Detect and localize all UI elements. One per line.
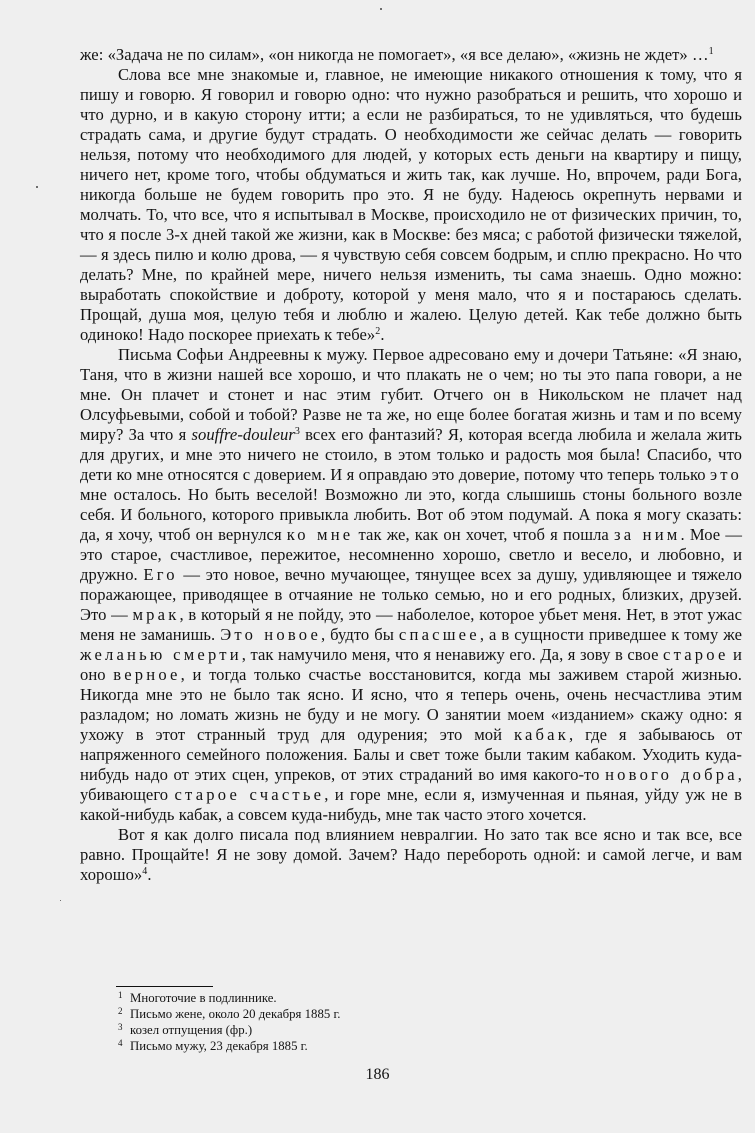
- page-number: 186: [365, 1066, 390, 1083]
- footnote-4: 4 Письмо мужу, 23 декабря 1885 г.: [118, 1038, 308, 1053]
- spaced-word: ко мне: [286, 525, 354, 544]
- spaced-word: мрак: [132, 605, 180, 624]
- footnote-ref-1: 1: [708, 46, 714, 57]
- paragraph-3-text-1: Письма Софьи Андреевны к мужу. Первое адресовано ему и дочери Татьяне: «Я знаю, Таня, что в жизни нашей все хорошо, и что плакать не о чем; но ты это папа говори, а не мне. Он плачет и стонет и нас этим губит. Отчего он в Никольском не плачет над Олсуфьевыми, собой и тобой? Разве не та же, но еще более богатая жизнь и там и по всему миру? За что я: [80, 345, 742, 444]
- paragraph-1: [80, 45, 742, 65]
- paragraph-3-text-14: , убивающего: [80, 765, 742, 804]
- spaced-word: это: [709, 465, 742, 484]
- paragraph-4-end: .: [147, 865, 152, 884]
- footnote-text: Письмо жене, около 20 декабря 1885 г.: [130, 1007, 341, 1021]
- spaced-word: нового добра: [605, 765, 738, 784]
- paragraph-1-text: же: «Задача не по силам», «он никогда не помогает», «я все делаю», «жизнь не ждет» …: [80, 45, 709, 64]
- paragraph-3-text-3: мне осталось. Но быть веселой! Возможно ли это, когда слышишь стоны больного возле себя. И больного, которого привыкла любить. Вот об этом подумай. А пока я могу сказать: да, я хочу, чтоб он вернулся: [80, 485, 742, 544]
- paragraph-3-text-10: , так намучило меня, что я ненавижу его. Да, я зову в свое: [241, 645, 664, 664]
- footnote-text: козел отпущения (фр.): [130, 1023, 253, 1037]
- paragraph-4: [80, 825, 742, 885]
- spaced-word: верное: [113, 665, 181, 684]
- paragraph-3-text-12: , и тогда только счастье восстановится, когда мы заживем старой жизнью. Никогда мне это не было так ясно. И ясно, что я теперь очень, очень несчастлива этим разладом; но ломать жизнь не буду и не могу. О занятии моем «изданием» скажу одно: я ухожу в этот странный труд для одурения; это мой: [80, 665, 742, 744]
- paragraph-2: [80, 65, 742, 345]
- paragraph-3-text-4: так же, как он хочет, чтоб я пошла: [353, 525, 614, 544]
- scan-speck: [380, 8, 382, 10]
- paragraph-3-text-6: — это новое, вечно мучающее, тянущее всех за душу, удивляющее и тяжело поражающее, приводящее в отчаяние не только семью, но и его родных, близких, друзей. Это —: [80, 565, 742, 624]
- footnote-ref-3: 3: [294, 426, 300, 437]
- spaced-word: старое счастье: [174, 785, 325, 804]
- paragraph-3-text-7: , в который я не пойду, это — наболелое, которое убьет меня. Нет, в этот ужас меня не заманишь.: [80, 605, 742, 644]
- footnote-ref-4: 4: [142, 866, 148, 877]
- paragraph-3-text-2: всех его фантазий? Я, которая всегда любила и желала жить для других, и мне это ничего не стоило, в этом только и радость моя была! Спасибо, что дети ко мне относятся с доверием. И я оправдаю это доверие, потому что теперь только: [80, 425, 742, 484]
- spaced-word: желанью смерти: [80, 645, 242, 664]
- paragraph-2-end: .: [380, 325, 385, 344]
- spaced-word: Это новое: [220, 625, 322, 644]
- paragraph-3-text-13: , где я забываюсь от напряженного семейного положения. Балы и свет тоже были таким кабаком. Уходить куда-нибудь надо от этих сцен, упреков, от этих страданий во имя какого-то: [80, 725, 742, 784]
- scan-speck: [36, 186, 38, 188]
- paragraph-2-text: Слова все мне знакомые и, главное, не имеющие никакого отношения к тому, что я пишу и говорю. Я говорил и говорю одно: что нужно разобраться и решить, что хорошо и что дурно, и в какую сторону итти; а если не разбираться, то не удивляться, что будешь страдать сама, и другие будут страдать. О необходимости же сейчас делать — говорить нельзя, потому что необходимого для людей, у которых есть деньги на квартиру и пищу, ничего нет, кроме того, чтобы обдуматься и жить так, как лучше. Но, впрочем, ради Бога, никогда больше не будем говорить про это. Я не буду. Надеюсь окрепнуть нервами и молчать. То, что все, что я испытывал в Москве, происходило не от физических причин, то, что я после 3-х дней такой же жизни, как в Москве: без мяса; с работой физически тяжелой, — я здесь пилю и колю дрова, — я чувствую себя совсем бодрым, и сплю прекрасно. Но что делать? Мне, по крайней мере, ничего нельзя изменить, ты сама знаешь. Одно можно: выработать спокойствие и доброту, которой у меня мало, что я и постараюсь сделать. Прощай, душа моя, целую тебя и люблю и жалею. Целую детей. Как тебе должно быть одиноко! Надо поскорее приехать к тебе»: [80, 65, 742, 344]
- paragraph-3-text-9: , а в сущности приведшее к тому же: [479, 625, 743, 644]
- spaced-word: спасшее: [398, 625, 480, 644]
- scan-speck: [60, 900, 61, 901]
- spaced-word: Его: [143, 565, 178, 584]
- footnote-ref-2: 2: [375, 326, 381, 337]
- footnote-2: 2 Письмо жене, около 20 декабря 1885 г.: [118, 1006, 341, 1021]
- spaced-word: кабак: [513, 725, 569, 744]
- paragraph-3: [80, 345, 742, 825]
- footnote-divider: [116, 986, 213, 987]
- footnotes: [118, 990, 678, 1054]
- paragraph-3-text-8: , будто бы: [321, 625, 399, 644]
- paragraph-3-text-11: и оно: [80, 645, 742, 684]
- footnote-1: 1 Многоточие в подлиннике.: [118, 990, 277, 1005]
- paragraph-3-text-5: . Мое — это старое, счастливое, пережитое, несомненно хорошо, светло и весело, и любовно, и дружно.: [80, 525, 743, 584]
- spaced-word: за ним: [613, 525, 681, 544]
- footnote-3: 3 козел отпущения (фр.): [118, 1022, 253, 1037]
- italic-phrase: souffre-douleur: [191, 425, 295, 444]
- spaced-word: старое: [663, 645, 729, 664]
- footnote-text: Письмо мужу, 23 декабря 1885 г.: [130, 1039, 308, 1053]
- main-text: [80, 45, 742, 885]
- footnote-text: Многоточие в подлиннике.: [130, 991, 277, 1005]
- paragraph-3-text-15: , и горе мне, если я, измученная и пьяная, уйду уж не в какой-нибудь кабак, а совсем куда-нибудь, мне так часто этого хочется.: [80, 785, 742, 824]
- paragraph-4-text: Вот я как долго писала под влиянием невралгии. Но зато так все ясно и так все, все равно. Прощайте! Я не зову домой. Зачем? Надо перебороть одной: и самой легче, и вам хорошо»: [80, 825, 742, 884]
